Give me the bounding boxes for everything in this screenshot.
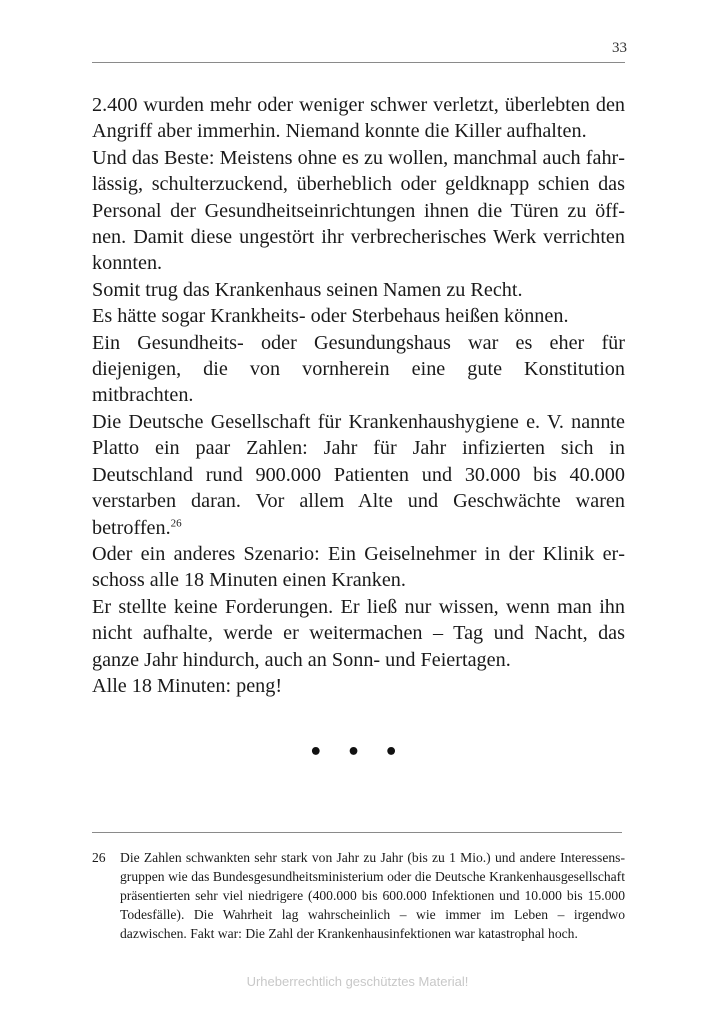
header-rule bbox=[92, 62, 625, 63]
page-number: 33 bbox=[612, 40, 627, 56]
paragraph-3: Somit trug das Krankenhaus seinen Namen zu Recht. bbox=[92, 278, 523, 301]
section-separator: • • • bbox=[308, 740, 407, 765]
paragraph-7: Oder ein anderes Szenario: Ein Geiselnehmer in der Klinik erschoss alle 18 Minuten einen Kranken. bbox=[92, 542, 625, 592]
paragraph-4: Es hätte sogar Krankheits- oder Sterbehaus heißen können. bbox=[92, 305, 569, 328]
footnote bbox=[92, 848, 625, 943]
paragraph-6-text: Die Deutsche Gesellschaft für Krankenhaushygiene e. V. nannte Platto ein paar Zahlen: Jahr für Jahr infizierten sich in Deutschland rund 900.000 Patienten und 30.000 bis 40.000 verstarben daran. Vor allem Alte und Geschwächte waren betroffen. bbox=[92, 410, 625, 539]
footnote-text: Die Zahlen schwankten sehr stark von Jahr zu Jahr (bis zu 1 Mio.) und andere Interessensgruppen wie das Bundesgesundheitsministerium oder die Deutsche Krankenhausgesellschaft präsentierten sehr viel niedrigere (400.000 bis 600.000 Infektionen und 10.000 bis 15.000 Todesfälle). Die Wahrheit lag wahrscheinlich – wie immer im Leben – irgendwo dazwischen. Fakt war: Die Zahl der Krankenhausinfektionen war katastrophal hoch. bbox=[120, 850, 625, 941]
footnote-number: 26 bbox=[92, 850, 106, 865]
paragraph-8: Er stellte keine Forderungen. Er ließ nur wissen, wenn man ihn nicht aufhalte, werde er weitermachen – Tag und Nacht, das ganze Jahr hindurch, auch an Sonn- und Feiertagen. bbox=[92, 595, 625, 671]
footnote-reference[interactable]: 26 bbox=[170, 516, 182, 529]
paragraph-1: 2.400 wurden mehr oder weniger schwer verletzt, überlebten den Angriff aber immerhin. Niemand konnte die Killer aufhalten. bbox=[92, 94, 625, 143]
paragraph-9: Alle 18 Minuten: peng! bbox=[92, 674, 283, 697]
footnote-rule bbox=[92, 832, 622, 833]
paragraph-2: Und das Beste: Meistens ohne es zu wollen, manchmal auch fahrlässig, schulterzuckend, überheblich oder geldknapp schien das Personal der Gesundheitseinrichtungen ihnen die Türen zu öffnen. Damit diese ungestört ihr verbrecherisches Werk verrichten konnten. bbox=[92, 146, 625, 275]
paragraph-6 bbox=[92, 409, 625, 541]
paragraph-5: Ein Gesundheits- oder Gesundungshaus war es eher für diejenigen, die von vornherein eine gute Konstitution mitbrachten. bbox=[92, 331, 625, 407]
body-text bbox=[92, 92, 625, 699]
watermark: Urheberrechtlich geschütztes Material! bbox=[246, 974, 469, 989]
